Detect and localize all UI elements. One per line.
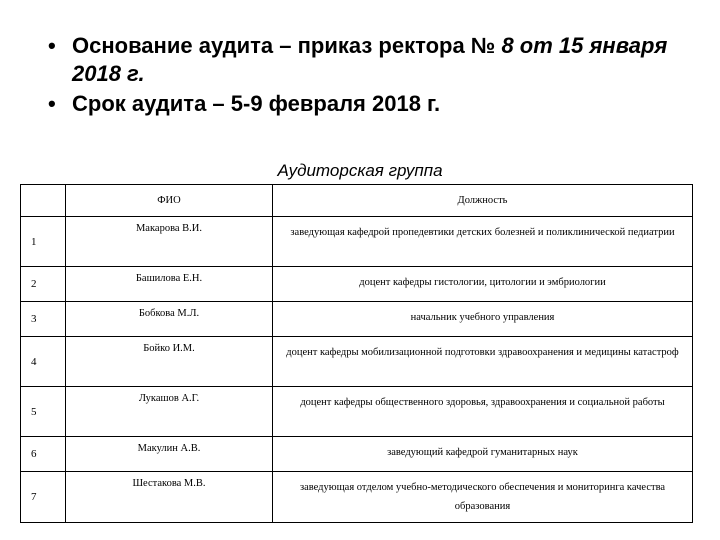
row-name: Башилова Е.Н. [66, 267, 273, 302]
row-position: заведующая кафедрой пропедевтики детских болезней и поликлинической педиатрии [273, 217, 693, 267]
table-row [21, 437, 693, 472]
row-num: 7 [21, 472, 66, 523]
audit-group-table [20, 184, 693, 523]
row-name: Бойко И.М. [66, 337, 273, 387]
table-row [21, 337, 693, 387]
row-num: 6 [21, 437, 66, 472]
row-num: 2 [21, 267, 66, 302]
audit-period-text: Срок аудита – 5-9 февраля 2018 г. [72, 91, 441, 116]
audit-group-title: Аудиторская группа [277, 161, 443, 180]
row-num: 5 [21, 387, 66, 437]
audit-basis-label: Основание аудита – приказ ректора № [72, 33, 502, 58]
table-row [21, 267, 693, 302]
row-name: Шестакова М.В. [66, 472, 273, 523]
bullet-marker: • [48, 91, 56, 116]
row-position: начальник учебного управления [273, 302, 693, 337]
row-name: Макулин А.В. [66, 437, 273, 472]
table-row [21, 217, 693, 267]
row-position: заведующая отделом учебно-методического обеспечения и мониторинга качества образования [273, 472, 693, 523]
header-position: Должность [273, 185, 693, 217]
audit-basis-order-date: 8 от 15 января 2018 г. [72, 33, 668, 86]
table-row [21, 387, 693, 437]
bullet-item-audit-basis [48, 32, 688, 88]
bullet-item-audit-period [48, 90, 688, 118]
header-num [21, 185, 66, 217]
bullet-list [48, 32, 688, 120]
row-position: заведующий кафедрой гуманитарных наук [273, 437, 693, 472]
bullet-marker: • [48, 33, 56, 58]
row-name: Бобкова М.Л. [66, 302, 273, 337]
table-row [21, 472, 693, 523]
row-position: доцент кафедры общественного здоровья, здравоохранения и социальной работы [273, 387, 693, 437]
table-row [21, 302, 693, 337]
row-position: доцент кафедры гистологии, цитологии и эмбриологии [273, 267, 693, 302]
row-num: 4 [21, 337, 66, 387]
row-num: 1 [21, 217, 66, 267]
row-num: 3 [21, 302, 66, 337]
row-name: Лукашов А.Г. [66, 387, 273, 437]
row-position: доцент кафедры мобилизационной подготовки здравоохранения и медицины катастроф [273, 337, 693, 387]
audit-basis-text [72, 33, 667, 86]
row-name: Макарова В.И. [66, 217, 273, 267]
table-header-row [21, 185, 693, 217]
header-name: ФИО [66, 185, 273, 217]
